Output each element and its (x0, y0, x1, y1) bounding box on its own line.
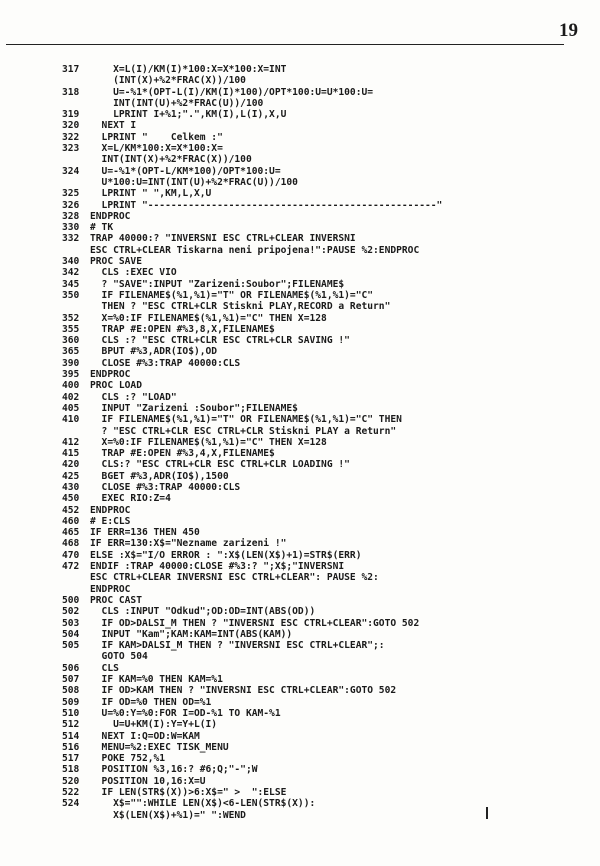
code-text: LPRINT "--------------------------------------------------" (90, 199, 443, 211)
code-line (62, 685, 582, 696)
line-number: 514 (62, 730, 80, 742)
code-text: CLS (90, 662, 119, 674)
line-number (62, 651, 90, 662)
code-line (62, 516, 582, 527)
code-text: ? "ESC CTRL+CLR ESC CTRL+CLR Stiskni PLAY a Return" (90, 425, 397, 437)
code-line (62, 764, 582, 775)
line-number: 342 (62, 267, 80, 279)
code-line (62, 200, 582, 211)
line-number (62, 810, 90, 821)
code-line (62, 810, 582, 821)
code-line (62, 629, 582, 640)
code-text: ENDPROC (90, 369, 131, 381)
code-line (62, 651, 582, 662)
line-number: 504 (62, 628, 80, 640)
line-number: 508 (62, 685, 80, 697)
code-text: ENDPROC (90, 504, 131, 516)
line-number: 512 (62, 719, 80, 731)
line-number: 405 (62, 402, 80, 414)
line-number: 323 (62, 143, 80, 155)
line-number: 505 (62, 640, 80, 652)
code-text: ? "SAVE":INPUT "Zarizeni:Soubor";FILENAME$ (90, 278, 345, 290)
code-line (62, 245, 582, 256)
line-number (62, 301, 90, 312)
code-line (62, 471, 582, 482)
code-line (62, 674, 582, 685)
line-number: 465 (62, 527, 80, 539)
line-number: 450 (62, 493, 80, 505)
code-text: U=-%1*(OPT-L/KM*100)/OPT*100:U= (90, 165, 281, 177)
code-line (62, 606, 582, 617)
code-line (62, 358, 582, 369)
code-text: U=U+KM(I):Y=Y+L(I) (90, 719, 218, 731)
code-text: IF FILENAME$(%1,%1)="T" OR FILENAME$(%1,%1)="C" (90, 289, 374, 301)
line-number: 518 (62, 764, 80, 776)
line-number: 503 (62, 617, 80, 629)
code-line (62, 493, 582, 504)
code-line (62, 166, 582, 177)
code-text: POSITION 10,16:X=U (90, 775, 206, 787)
code-text: X$(LEN(X$)+%1)=" ":WEND (90, 809, 246, 821)
header-rule (6, 44, 564, 45)
line-number: 345 (62, 278, 80, 290)
line-number: 402 (62, 391, 80, 403)
line-number: 326 (62, 199, 80, 211)
code-line (62, 98, 582, 109)
code-text: IF FILENAME$(%1,%1)="T" OR FILENAME$(%1,%1)="C" THEN (90, 414, 402, 426)
code-text: IF OD>DALSI_M THEN ? "INVERSNI ESC CTRL+CLEAR":GOTO 502 (90, 617, 420, 629)
code-line (62, 482, 582, 493)
line-number: 470 (62, 549, 80, 561)
line-number: 365 (62, 346, 80, 358)
line-number: 319 (62, 109, 80, 121)
line-number: 330 (62, 222, 80, 234)
code-line (62, 87, 582, 98)
line-number: 415 (62, 448, 80, 460)
line-number: 460 (62, 515, 80, 527)
code-line (62, 505, 582, 516)
code-text: ESC CTRL+CLEAR Tiskarna neni pripojena!":PAUSE %2:ENDPROC (90, 244, 420, 256)
code-text: U=-%1*(OPT-L(I)/KM(I)*100)/OPT*100:U=U*100:U= (90, 86, 374, 98)
code-line (62, 177, 582, 188)
code-text: GOTO 504 (90, 651, 148, 663)
line-number: 332 (62, 233, 80, 245)
code-text: BPUT #%3,ADR(IO$),OD (90, 346, 218, 358)
code-line (62, 787, 582, 798)
code-text: INPUT "Kam";KAM:KAM=INT(ABS(KAM)) (90, 628, 293, 640)
line-number: 328 (62, 210, 80, 222)
code-line (62, 256, 582, 267)
code-line (62, 663, 582, 674)
code-line (62, 290, 582, 301)
code-line (62, 335, 582, 346)
code-text: X=L(I)/KM(I)*100:X=X*100:X=INT (90, 64, 287, 75)
code-text: TRAP #E:OPEN #%3,4,X,FILENAME$ (90, 448, 275, 460)
code-text: IF KAM>DALSI_M THEN ? "INVERSNI ESC CTRL+CLEAR";: (90, 640, 385, 652)
code-text: (INT(X)+%2*FRAC(X))/100 (90, 75, 246, 87)
code-text: IF OD>KAM THEN ? "INVERSNI ESC CTRL+CLEAR":GOTO 502 (90, 685, 397, 697)
line-number: 324 (62, 165, 80, 177)
code-line (62, 211, 582, 222)
code-line (62, 426, 582, 437)
margin-mark (486, 807, 488, 819)
line-number: 430 (62, 481, 80, 493)
code-text: CLS:? "ESC CTRL+CLR ESC CTRL+CLR LOADING !" (90, 459, 350, 471)
line-number (62, 75, 90, 86)
code-line (62, 346, 582, 357)
line-number: 412 (62, 436, 80, 448)
code-line (62, 188, 582, 199)
code-line (62, 154, 582, 165)
code-line (62, 301, 582, 312)
page-number: 19 (559, 20, 578, 41)
code-text: MENU=%2:EXEC TISK_MENU (90, 741, 229, 753)
code-text: IF OD=%0 THEN OD=%1 (90, 696, 212, 708)
code-line (62, 776, 582, 787)
code-line (62, 414, 582, 425)
code-line (62, 719, 582, 730)
line-number: 425 (62, 470, 80, 482)
line-number: 506 (62, 662, 80, 674)
code-text: PROC LOAD (90, 380, 142, 392)
line-number (62, 584, 90, 595)
code-line (62, 731, 582, 742)
code-line (62, 550, 582, 561)
code-line (62, 403, 582, 414)
line-number: 400 (62, 380, 80, 392)
code-line (62, 561, 582, 572)
code-line (62, 527, 582, 538)
line-number (62, 245, 90, 256)
code-text: CLS :? "ESC CTRL+CLR ESC CTRL+CLR SAVING !" (90, 335, 350, 347)
code-text: TRAP #E:OPEN #%3,8,X,FILENAME$ (90, 323, 275, 335)
code-line (62, 64, 582, 75)
code-line (62, 222, 582, 233)
line-number: 410 (62, 414, 80, 426)
code-text: LPRINT I+%1;".",KM(I),L(I),X,U (90, 109, 287, 121)
line-number: 516 (62, 741, 80, 753)
code-text: CLOSE #%3:TRAP 40000:CLS (90, 481, 241, 493)
code-text: INT(INT(U)+%2*FRAC(U))/100 (90, 97, 264, 109)
code-text: TRAP 40000:? "INVERSNI ESC CTRL+CLEAR INVERSNI (90, 233, 356, 245)
line-number: 318 (62, 86, 80, 98)
line-number: 325 (62, 188, 80, 200)
code-text: IF ERR=130:X$="Nezname zarizeni !" (90, 538, 287, 550)
code-line (62, 109, 582, 120)
code-text: POSITION %3,16:? #6;Q;"-";W (90, 764, 258, 776)
code-line (62, 380, 582, 391)
code-text: PROC CAST (90, 594, 142, 606)
code-line (62, 697, 582, 708)
code-text: THEN ? "ESC CTRL+CLR Stiskni PLAY,RECORD a Return" (90, 301, 391, 313)
code-line (62, 392, 582, 403)
code-line (62, 708, 582, 719)
code-text: ELSE :X$="I/O ERROR : ":X$(LEN(X$)+1)=STR$(ERR) (90, 549, 362, 561)
code-text: ENDPROC (90, 583, 131, 595)
code-line (62, 132, 582, 143)
code-text: CLS :? "LOAD" (90, 391, 177, 403)
code-text: INT(INT(X)+%2*FRAC(X))/100 (90, 154, 252, 166)
code-text: ESC CTRL+CLEAR INVERSNI ESC CTRL+CLEAR": PAUSE %2: (90, 572, 379, 584)
code-line (62, 618, 582, 629)
code-text: U*100:U=INT(INT(U)+%2*FRAC(U))/100 (90, 176, 298, 188)
line-number: 360 (62, 335, 80, 347)
code-line (62, 798, 582, 809)
line-number: 317 (62, 64, 80, 75)
line-number: 520 (62, 775, 80, 787)
line-number: 468 (62, 538, 80, 550)
line-number: 509 (62, 696, 80, 708)
code-text: CLS :INPUT "Odkud";OD:OD=INT(ABS(OD)) (90, 606, 316, 618)
code-text: # TK (90, 222, 114, 234)
code-text: PROC SAVE (90, 256, 142, 268)
code-text: ENDPROC (90, 210, 131, 222)
code-text: CLS :EXEC VIO (90, 267, 177, 279)
line-number (62, 426, 90, 437)
line-number: 472 (62, 561, 80, 573)
line-number: 522 (62, 787, 80, 798)
line-number: 390 (62, 357, 80, 369)
code-line (62, 267, 582, 278)
line-number: 320 (62, 120, 80, 132)
code-line (62, 143, 582, 154)
code-line (62, 584, 582, 595)
code-text: POKE 752,%1 (90, 753, 166, 765)
line-number: 500 (62, 594, 80, 606)
code-line (62, 233, 582, 244)
line-number: 510 (62, 707, 80, 719)
line-number (62, 572, 90, 583)
code-line (62, 120, 582, 131)
code-text: IF KAM=%0 THEN KAM=%1 (90, 674, 223, 686)
code-text: # E:CLS (90, 515, 131, 527)
code-line (62, 437, 582, 448)
code-line (62, 753, 582, 764)
line-number: 517 (62, 753, 80, 765)
code-text: IF LEN(STR$(X))>6:X$=" > ":ELSE (90, 787, 287, 798)
line-number (62, 154, 90, 165)
code-line (62, 742, 582, 753)
code-text: BGET #%3,ADR(IO$),1500 (90, 470, 229, 482)
code-text: LPRINT " ",KM,L,X,U (90, 188, 212, 200)
code-line (62, 279, 582, 290)
code-text: LPRINT " Celkem :" (90, 131, 223, 143)
code-text: U=%0:Y=%0:FOR I=OD-%1 TO KAM-%1 (90, 707, 281, 719)
code-text: X=%0:IF FILENAME$(%1,%1)="C" THEN X=128 (90, 436, 327, 448)
code-text: NEXT I:Q=OD:W=KAM (90, 730, 200, 742)
code-line (62, 75, 582, 86)
code-listing (62, 64, 582, 821)
code-text: ENDIF :TRAP 40000:CLOSE #%3:? ";X$;"INVERSNI (90, 561, 345, 573)
line-number: 507 (62, 674, 80, 686)
code-text: X=%0:IF FILENAME$(%1,%1)="C" THEN X=128 (90, 312, 327, 324)
code-line (62, 459, 582, 470)
line-number: 355 (62, 323, 80, 335)
line-number: 322 (62, 131, 80, 143)
line-number: 350 (62, 289, 80, 301)
line-number: 395 (62, 369, 80, 381)
code-text: X$="":WHILE LEN(X$)<6-LEN(STR$(X)): (90, 798, 316, 810)
code-line (62, 640, 582, 651)
code-text: IF ERR=136 THEN 450 (90, 527, 200, 539)
line-number: 502 (62, 606, 80, 618)
line-number (62, 177, 90, 188)
code-text: INPUT "Zarizeni :Soubor";FILENAME$ (90, 402, 298, 414)
code-line (62, 595, 582, 606)
code-line (62, 538, 582, 549)
line-number: 524 (62, 798, 80, 810)
code-text: X=L/KM*100:X=X*100:X= (90, 143, 223, 155)
code-line (62, 448, 582, 459)
code-line (62, 572, 582, 583)
code-text: EXEC RIO:Z=4 (90, 493, 171, 505)
line-number: 352 (62, 312, 80, 324)
line-number: 420 (62, 459, 80, 471)
code-text: NEXT I (90, 120, 137, 132)
line-number (62, 98, 90, 109)
line-number: 340 (62, 256, 80, 268)
code-text: CLOSE #%3:TRAP 40000:CLS (90, 357, 241, 369)
code-line (62, 369, 582, 380)
code-line (62, 324, 582, 335)
code-line (62, 313, 582, 324)
line-number: 452 (62, 504, 80, 516)
